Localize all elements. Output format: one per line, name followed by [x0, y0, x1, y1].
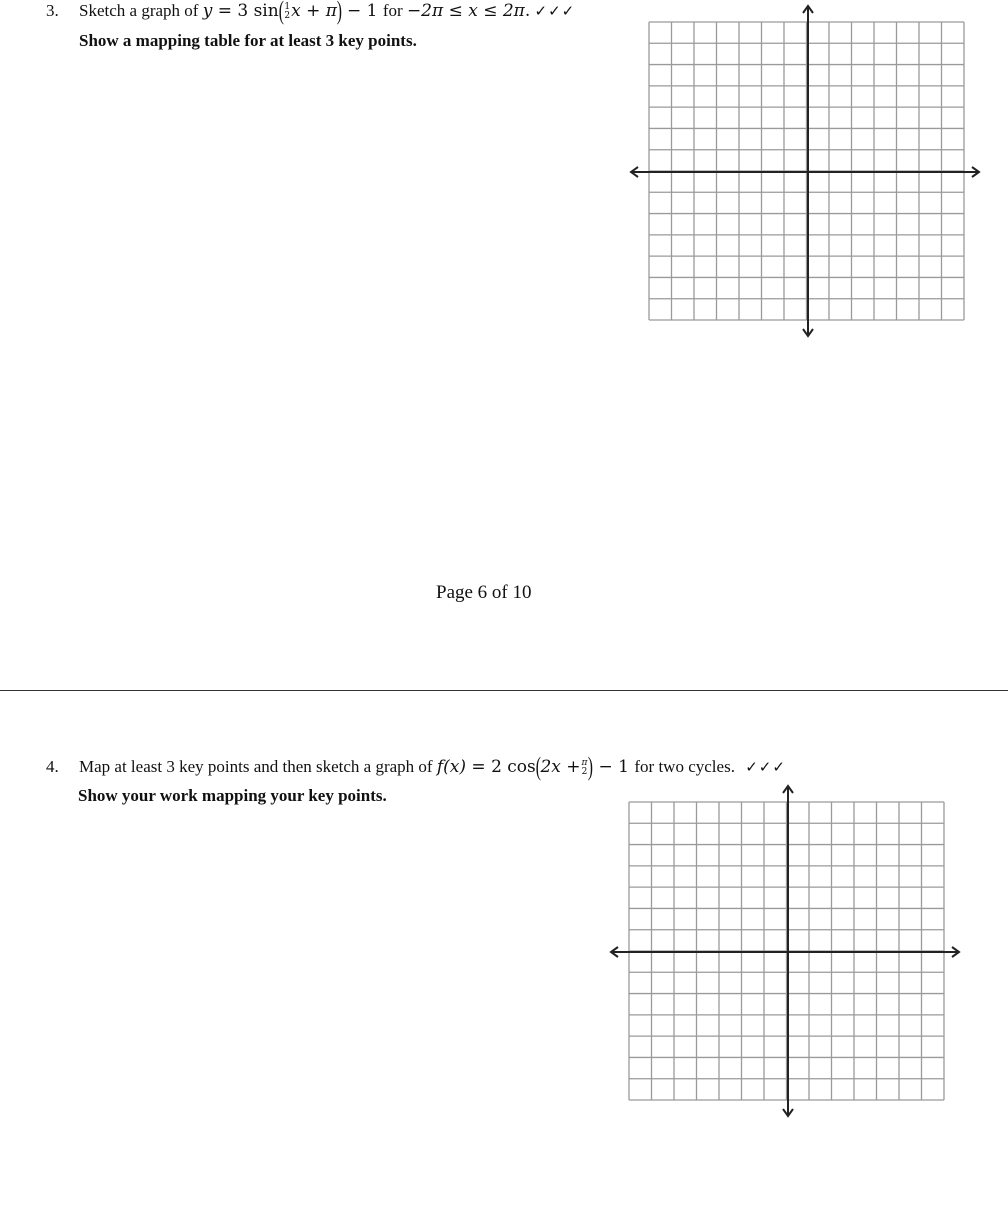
question-4-frac-denominator: 2 [581, 767, 588, 778]
question-3-instruction: Show a mapping table for at least 3 key points. [79, 31, 417, 50]
question-3-checkmarks: ✓✓✓ [534, 2, 576, 20]
question-3-for: for [382, 1, 407, 20]
question-3-open-paren: ( [278, 0, 284, 25]
question-4-function: f(x) [436, 757, 467, 777]
question-3-domain: −2π ≤ x ≤ 2π [406, 1, 525, 21]
question-4-frac-numerator: π [581, 758, 588, 769]
question-4-checkmarks: ✓✓✓ [745, 758, 786, 776]
question-3-inner: x + π [291, 1, 337, 21]
question-4-prefix: Map at least 3 key points and then sketch a graph of [79, 757, 437, 776]
question-4-equals: = 2 cos [466, 757, 536, 777]
question-3-prefix: Sketch a graph of [79, 1, 203, 20]
question-3-close-paren: ) [336, 0, 342, 25]
question-4-number: 4. [46, 757, 59, 776]
page-number: Page 6 of 10 [436, 582, 532, 603]
question-4-open-paren: ( [535, 752, 541, 781]
question-3-y-variable: y [202, 1, 213, 21]
question-4-suffix: for two cycles. [634, 757, 735, 776]
graph-grid-q3 [626, 2, 986, 342]
x-axis [631, 167, 979, 177]
question-4-fraction [582, 759, 588, 777]
question-3-equals: = 3 sin [212, 1, 279, 21]
question-3-fraction [284, 3, 290, 21]
question-4-instruction: Show your work mapping your key points. [78, 786, 387, 805]
question-4-inner: 2x + [540, 757, 581, 777]
graph-grid-q4 [606, 782, 966, 1122]
question-4-after: − 1 [593, 757, 635, 777]
question-3-after: − 1 [341, 1, 383, 21]
question-3-prompt [46, 0, 576, 25]
question-3-frac-numerator: 1 [284, 2, 291, 13]
question-4-prompt [46, 752, 786, 781]
question-4-close-paren: ) [588, 752, 594, 781]
question-3-period: . [524, 1, 531, 21]
page-divider [0, 690, 1008, 691]
x-axis [611, 947, 959, 957]
question-3-number: 3. [46, 1, 59, 20]
question-3-frac-denominator: 2 [284, 11, 291, 22]
